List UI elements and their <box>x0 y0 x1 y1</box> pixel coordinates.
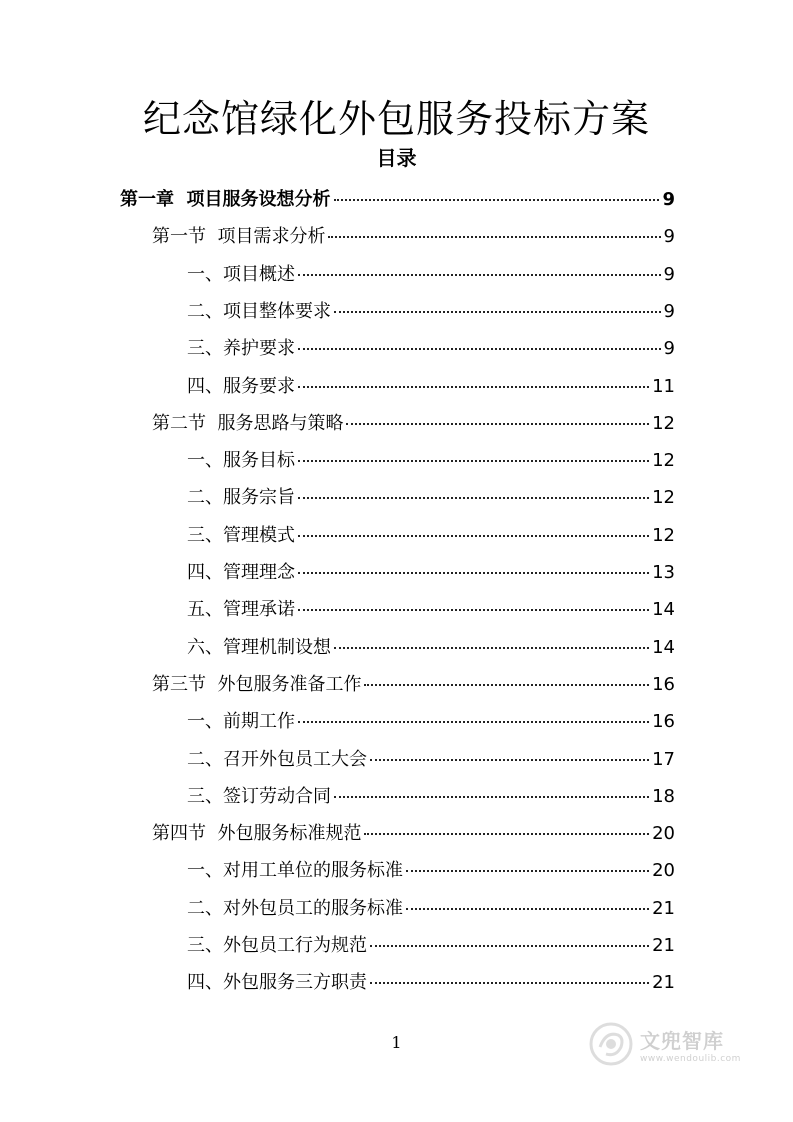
toc-entry-page: 9 <box>663 263 675 285</box>
toc-entry[interactable] <box>187 483 675 513</box>
toc-entry-label: 一、前期工作 <box>187 711 295 733</box>
toc-entry-page: 11 <box>652 375 675 397</box>
toc-entry-label: 第一章 项目服务设想分析 <box>120 189 331 210</box>
toc-entry-page: 16 <box>652 673 675 695</box>
toc-entry[interactable] <box>187 856 675 886</box>
toc-entry-page: 9 <box>663 226 675 248</box>
toc-entry-label: 四、外包服务三方职责 <box>187 972 367 994</box>
toc-entry-page: 9 <box>662 189 675 210</box>
toc-entry[interactable] <box>152 819 675 849</box>
watermark-url: www.wendoulib.com <box>640 1053 741 1064</box>
toc-leader-dots <box>328 236 660 238</box>
toc-entry-page: 9 <box>663 300 675 322</box>
toc-leader-dots <box>346 423 649 425</box>
toc-leader-dots <box>406 870 649 872</box>
watermark-name: 文兜智库 <box>640 1028 724 1053</box>
toc-entry-label: 一、项目概述 <box>187 263 295 285</box>
toc-entry-label: 二、项目整体要求 <box>187 300 331 322</box>
wendou-logo-icon <box>588 1021 634 1067</box>
toc-entry[interactable] <box>187 707 675 737</box>
toc-entry-label: 六、管理机制设想 <box>187 636 331 658</box>
toc-leader-dots <box>370 982 649 984</box>
toc-entry-page: 21 <box>652 972 675 994</box>
toc-entry-page: 21 <box>652 897 675 919</box>
toc-entry[interactable] <box>187 297 675 327</box>
toc-entry-label: 一、服务目标 <box>187 450 295 472</box>
toc-leader-dots <box>334 311 661 313</box>
toc-leader-dots <box>334 199 660 201</box>
toc-leader-dots <box>298 497 649 499</box>
toc-entry[interactable] <box>187 334 675 364</box>
toc-entry[interactable] <box>187 745 675 775</box>
toc-entry-page: 12 <box>652 524 675 546</box>
toc-entry-page: 18 <box>652 785 675 807</box>
toc-entry[interactable] <box>187 894 675 924</box>
toc-entry[interactable] <box>152 670 675 700</box>
toc-entry[interactable] <box>187 446 675 476</box>
toc-entry-page: 9 <box>663 338 675 360</box>
toc-entry[interactable] <box>187 372 675 402</box>
watermark <box>588 1016 758 1072</box>
toc-leader-dots <box>298 609 649 611</box>
toc-entry-page: 17 <box>652 748 675 770</box>
toc-entry[interactable] <box>187 633 675 663</box>
toc-entry-label: 三、养护要求 <box>187 338 295 360</box>
toc-entry[interactable] <box>187 782 675 812</box>
toc-entry-page: 14 <box>652 636 675 658</box>
toc-entry-label: 二、对外包员工的服务标准 <box>187 897 403 919</box>
toc-leader-dots <box>298 386 649 388</box>
toc-entry[interactable] <box>187 968 675 998</box>
toc-entry-label: 二、召开外包员工大会 <box>187 748 367 770</box>
toc-entry-page: 20 <box>652 860 675 882</box>
toc-entry-page: 12 <box>652 412 675 434</box>
toc-entry-label: 第一节 项目需求分析 <box>152 226 326 248</box>
toc-leader-dots <box>298 274 661 276</box>
toc-entry-page: 13 <box>652 562 675 583</box>
toc-leader-dots <box>334 796 649 798</box>
toc-entry-label: 第三节 外包服务准备工作 <box>152 673 362 695</box>
toc-entry-page: 12 <box>652 487 675 509</box>
toc-entry[interactable] <box>152 409 675 439</box>
toc-entry-label: 三、签订劳动合同 <box>187 785 331 807</box>
toc-entry-label: 第四节 外包服务标准规范 <box>152 823 362 845</box>
toc-leader-dots <box>298 348 661 350</box>
toc-entry-page: 14 <box>652 599 675 621</box>
toc-entry[interactable] <box>187 931 675 961</box>
toc-entry[interactable] <box>152 222 675 252</box>
toc-entry[interactable] <box>120 185 675 215</box>
toc-entry-label: 二、服务宗旨 <box>187 487 295 509</box>
toc-entry-label: 三、管理模式 <box>187 524 295 546</box>
toc-entry-page: 16 <box>652 711 675 733</box>
toc-leader-dots <box>298 572 649 574</box>
toc-entry-label: 三、外包员工行为规范 <box>187 935 367 956</box>
toc-leader-dots <box>406 908 649 910</box>
toc-heading: 目录 <box>376 146 417 170</box>
toc-leader-dots <box>370 945 649 947</box>
document-title: 纪念馆绿化外包服务投标方案 <box>142 97 650 141</box>
toc-entry-label: 四、管理理念 <box>187 562 295 583</box>
toc-leader-dots <box>298 721 649 723</box>
toc-entry-label: 四、服务要求 <box>187 375 295 397</box>
toc-leader-dots <box>298 460 649 462</box>
toc-entry[interactable] <box>187 521 675 551</box>
toc-entry-page: 21 <box>652 935 675 956</box>
page-number: 1 <box>391 1033 402 1052</box>
toc-entry-page: 20 <box>652 823 675 845</box>
toc-entry-label: 一、对用工单位的服务标准 <box>187 860 403 882</box>
toc-leader-dots <box>298 535 649 537</box>
toc-entry-label: 五、管理承诺 <box>187 599 295 621</box>
toc-entry-page: 12 <box>652 450 675 472</box>
toc-entry[interactable] <box>187 595 675 625</box>
toc-entry[interactable] <box>187 558 675 588</box>
toc-entry[interactable] <box>187 260 675 290</box>
toc-leader-dots <box>334 647 649 649</box>
toc-leader-dots <box>364 684 649 686</box>
toc-leader-dots <box>370 759 649 761</box>
toc-entry-label: 第二节 服务思路与策略 <box>152 412 344 434</box>
toc-leader-dots <box>364 833 649 835</box>
